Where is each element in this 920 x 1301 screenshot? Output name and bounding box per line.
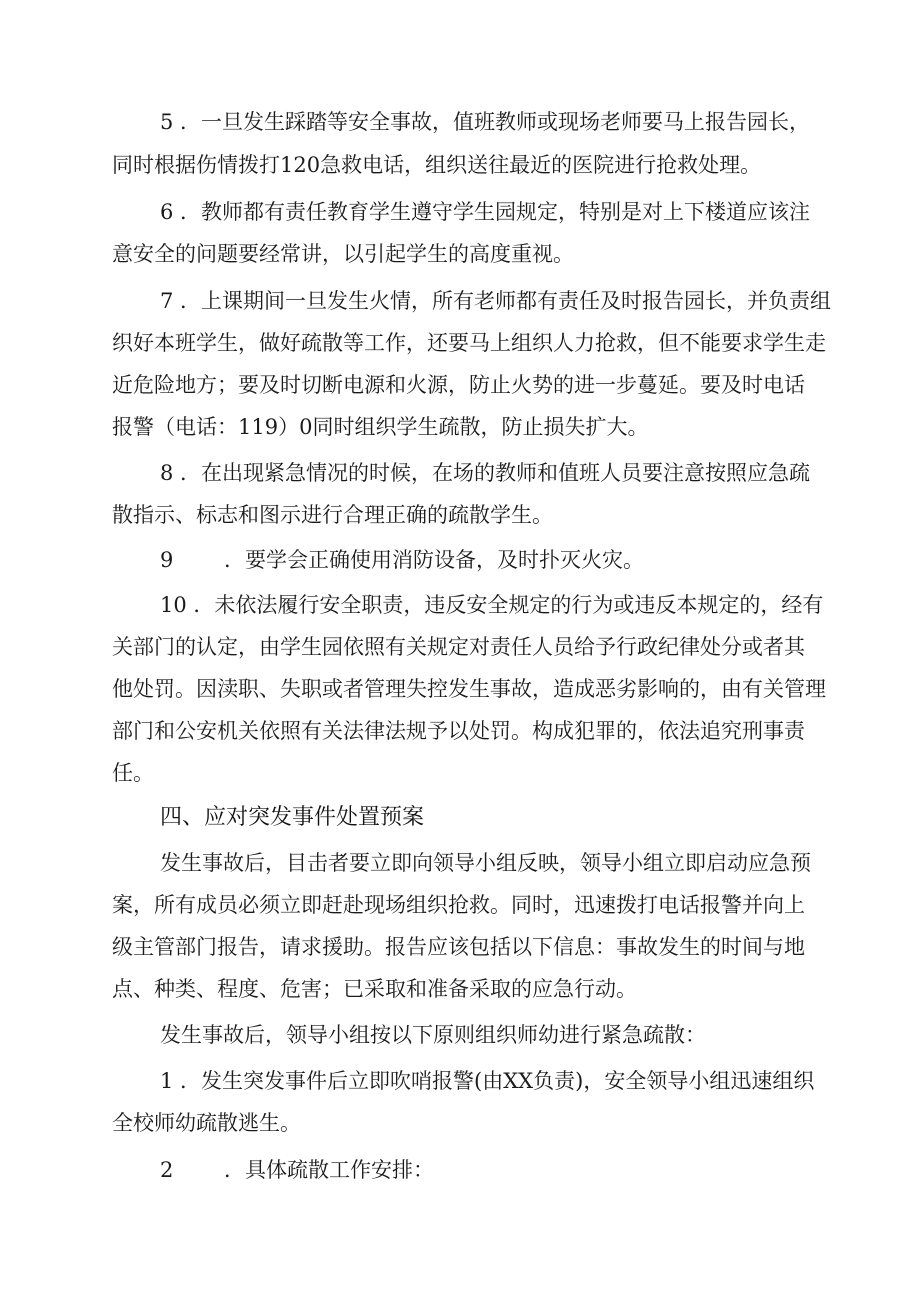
evacuation-item-2-number: 2 bbox=[160, 1158, 174, 1182]
evacuation-item-2 bbox=[160, 1156, 832, 1184]
paragraph-8-line-2: 散指示、标志和图示进行合理正确的疏散学生。 bbox=[112, 503, 553, 527]
paragraph-7-line-2: 织好本班学生，做好疏散等工作，还要马上组织人力抢救，但不能要求学生走 bbox=[112, 331, 826, 355]
paragraph-6-line-2: 意安全的问题要经常讲，以引起学生的高度重视。 bbox=[112, 242, 574, 266]
paragraph-10-line-3: 他处罚。因渎职、失职或者管理失控发生事故，造成恶劣影响的，由有关管理 bbox=[112, 677, 826, 701]
paragraph-9-text: ．要学会正确使用消防设备，及时扑灭火灾。 bbox=[224, 548, 644, 572]
paragraph-9 bbox=[160, 546, 832, 574]
paragraph-7-line-1: 7 ．上课期间一旦发生火情，所有老师都有责任及时报告园长，并负责组 bbox=[160, 289, 832, 313]
paragraph-7-line-4: 报警（电话：119）0同时组织学生疏散，防止损失扩大。 bbox=[112, 415, 649, 439]
paragraph-5-line-1: 5 ．一旦发生踩踏等安全事故，值班教师或现场老师要马上报告园长， bbox=[160, 110, 811, 134]
paragraph-7-line-3: 近危险地方；要及时切断电源和火源，防止火势的进一步蔓延。要及时电话 bbox=[112, 373, 805, 397]
evacuation-item-1-line-2: 全校师幼疏散逃生。 bbox=[112, 1111, 301, 1135]
evacuation-intro: 发生事故后，领导小组按以下原则组织师幼进行紧急疏散： bbox=[160, 1023, 706, 1047]
evacuation-item-1-line-1: 1 ．发生突发事件后立即吹哨报警(由XX负责)，安全领导小组迅速组织 bbox=[160, 1069, 815, 1093]
section-heading: 四、应对突发事件处置预案 bbox=[160, 805, 425, 830]
paragraph-10-line-1: 10 ．未依法履行安全职责，违反安全规定的行为或违反本规定的，经有 bbox=[160, 593, 824, 617]
paragraph-10-line-5: 任。 bbox=[112, 761, 154, 785]
evacuation-item-2-text: ．具体疏散工作安排： bbox=[224, 1158, 434, 1182]
paragraph-9-number: 9 bbox=[160, 548, 174, 572]
paragraph-10-line-2: 关部门的认定，由学生园依照有关规定对责任人员给予行政纪律处分或者其 bbox=[112, 635, 805, 659]
emergency-paragraph-line-1: 发生事故后，目击者要立即向领导小组反映，领导小组立即启动应急预 bbox=[160, 851, 811, 875]
paragraph-10-line-4: 部门和公安机关依照有关法律法规予以处罚。构成犯罪的，依法追究刑事责 bbox=[112, 719, 805, 743]
emergency-paragraph-line-4: 点、种类、程度、危害；已采取和准备采取的应急行动。 bbox=[112, 977, 637, 1001]
emergency-paragraph-line-3: 级主管部门报告，请求援助。报告应该包括以下信息：事故发生的时间与地 bbox=[112, 935, 805, 959]
paragraph-6-line-1: 6 ．教师都有责任教育学生遵守学生园规定，特别是对上下楼道应该注 bbox=[160, 200, 811, 224]
emergency-paragraph-line-2: 案，所有成员必须立即赶赴现场组织抢救。同时，迅速拨打电话报警并向上 bbox=[112, 893, 805, 917]
paragraph-5-line-2: 同时根据伤情拨打120急救电话，组织送往最近的医院进行抢救处理。 bbox=[112, 153, 762, 177]
paragraph-8-line-1: 8 ．在出现紧急情况的时候，在场的教师和值班人员要注意按照应急疏 bbox=[160, 461, 811, 485]
